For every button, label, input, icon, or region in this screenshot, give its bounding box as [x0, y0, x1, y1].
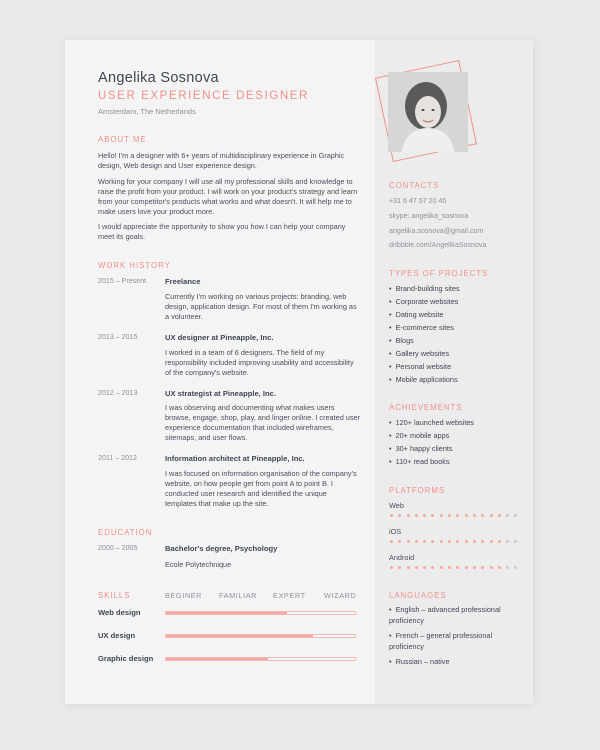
skill-bar-fill — [166, 612, 287, 614]
platforms-heading: PLATFORMS — [389, 486, 446, 495]
skill-bar — [165, 657, 356, 661]
platform-rating — [390, 566, 517, 569]
rating-dot — [398, 540, 401, 543]
rating-dot — [407, 514, 410, 517]
list-item: • 30+ happy clients — [389, 442, 474, 455]
rating-dot — [490, 566, 493, 569]
work-heading: WORK HISTORY — [98, 261, 171, 270]
rating-dot — [398, 514, 401, 517]
skill-level-label: WIZARD — [324, 591, 357, 600]
rating-dot — [415, 514, 418, 517]
rating-dot — [481, 514, 484, 517]
rating-dot — [514, 540, 517, 543]
rating-dot — [506, 566, 509, 569]
rating-dot — [506, 540, 509, 543]
job-title: Freelance — [165, 277, 201, 286]
resume-page — [65, 40, 533, 704]
list-item: • Gallery websites — [389, 347, 460, 360]
list-item: • Corporate websites — [389, 295, 460, 308]
list-item: • Brand-building sites — [389, 282, 460, 295]
list-item: • Personal website — [389, 360, 460, 373]
job-description: Currently I'm working on various projects: branding, web design, application design. For most of them I'm working as a volunteer. — [165, 292, 357, 321]
rating-dot — [498, 566, 501, 569]
rating-dot — [473, 566, 476, 569]
list-item: • E-commerce sites — [389, 321, 460, 334]
rating-dot — [415, 540, 418, 543]
rating-dot — [390, 566, 393, 569]
list-item: • 110+ read books — [389, 455, 474, 468]
rating-dot — [514, 566, 517, 569]
rating-dot — [448, 540, 451, 543]
rating-dot — [407, 540, 410, 543]
rating-dot — [407, 566, 410, 569]
job-description: I was observing and documenting what makes users browse, engage, shop, play, and linger online. I created user experience documentation that included wireframes, sitemaps, and user flows. — [165, 403, 360, 442]
rating-dot — [398, 566, 401, 569]
profile-photo-image — [388, 72, 468, 152]
skill-level-label: FAMILIAR — [219, 591, 258, 600]
about-paragraph-3: I would appreciate the opportunity to show you how I can help your company meet its goals. — [98, 222, 346, 241]
rating-dot — [465, 540, 468, 543]
job-title: Information architect at Pineapple, Inc. — [165, 454, 305, 463]
job-description: I worked in a team of 6 designers. The field of my responsibility included improving usability and accessibility of the company's website. — [165, 348, 354, 377]
education-heading: EDUCATION — [98, 528, 153, 537]
rating-dot — [465, 566, 468, 569]
rating-dot — [456, 514, 459, 517]
job-date: 2012 – 2013 — [98, 389, 138, 397]
rating-dot — [440, 566, 443, 569]
platform-name: Android — [389, 553, 415, 562]
rating-dot — [498, 514, 501, 517]
contact-email[interactable]: angelika.sosnova@gmail.com — [389, 227, 484, 235]
rating-dot — [431, 540, 434, 543]
rating-dot — [490, 540, 493, 543]
skill-level-label: BEGINER — [165, 591, 203, 600]
rating-dot — [490, 514, 493, 517]
platform-name: iOS — [389, 527, 402, 536]
list-item: • 20+ mobile apps — [389, 429, 474, 442]
education-date: 2000 – 2005 — [98, 544, 138, 552]
platform-rating — [390, 514, 517, 517]
skill-bar-fill — [166, 658, 268, 660]
rating-dot — [440, 540, 443, 543]
rating-dot — [448, 566, 451, 569]
languages-list — [389, 604, 525, 667]
rating-dot — [431, 514, 434, 517]
rating-dot — [390, 540, 393, 543]
about-paragraph-2: Working for your company I will use all my professional skills and knowledge to raise the profit from your product. I will work on your product's strategy and learn from your competitor's products what works and what doesn't. It will help me to make users love your product more. — [98, 177, 358, 216]
contact-skype[interactable]: skype: angelika_sosnova — [389, 212, 469, 220]
contacts-heading: CONTACTS — [389, 181, 440, 190]
rating-dot — [498, 540, 501, 543]
rating-dot — [514, 514, 517, 517]
rating-dot — [481, 540, 484, 543]
education-degree: Bachelor's degree, Psychology — [165, 544, 278, 553]
education-school: Ecole Polytechnique — [165, 560, 232, 569]
about-heading: ABOUT ME — [98, 135, 147, 144]
rating-dot — [423, 540, 426, 543]
achievements-heading: ACHIEVEMENTS — [389, 403, 463, 412]
skills-heading: SKILLS — [98, 591, 131, 600]
job-description: I was focused on information organisation of the company's website, on how people get from point A to point B. I conducted user research and identified the unique templates that make up the site. — [165, 469, 357, 508]
about-paragraph-1: Hello! I'm a designer with 6+ years of multidisciplinary experience in Graphic design, Web design and User experience design. — [98, 151, 345, 170]
rating-dot — [440, 514, 443, 517]
list-item: • English – advanced professional proficiency — [389, 604, 525, 626]
rating-dot — [465, 514, 468, 517]
list-item: • Russian – native — [389, 656, 525, 667]
achievements-list — [389, 416, 474, 468]
rating-dot — [506, 514, 509, 517]
skill-name: Graphic design — [98, 654, 154, 663]
languages-heading: LANGUAGES — [389, 591, 447, 600]
rating-dot — [481, 566, 484, 569]
rating-dot — [473, 540, 476, 543]
rating-dot — [473, 514, 476, 517]
job-title: USER EXPERIENCE DESIGNER — [98, 90, 309, 102]
person-name: Angelika Sosnova — [98, 70, 219, 86]
projects-heading: TYPES OF PROJECTS — [389, 269, 489, 278]
rating-dot — [415, 566, 418, 569]
rating-dot — [423, 514, 426, 517]
list-item: • 120+ launched websites — [389, 416, 474, 429]
platform-rating — [390, 540, 517, 543]
list-item: • Mobile applications — [389, 373, 460, 386]
rating-dot — [423, 566, 426, 569]
rating-dot — [431, 566, 434, 569]
skill-name: UX design — [98, 631, 136, 640]
rating-dot — [448, 514, 451, 517]
contact-dribbble[interactable]: dribbble.com/AngelikaSosnova — [389, 241, 487, 249]
list-item: • Blogs — [389, 334, 460, 347]
profile-photo — [388, 72, 468, 152]
location: Amsterdam, The Netherlands — [98, 107, 196, 116]
job-title: UX designer at Pineapple, Inc. — [165, 333, 274, 342]
rating-dot — [456, 540, 459, 543]
job-date: 2013 – 2015 — [98, 333, 138, 341]
projects-list — [389, 282, 460, 386]
rating-dot — [390, 514, 393, 517]
skill-name: Web design — [98, 608, 141, 617]
list-item: • Dating website — [389, 308, 460, 321]
list-item: • French – general professional proficiency — [389, 630, 525, 652]
platform-name: Web — [389, 501, 404, 510]
contact-phone[interactable]: +31 6 47 57 20 45 — [389, 197, 447, 205]
job-title: UX strategist at Pineapple, Inc. — [165, 389, 276, 398]
skill-bar-fill — [166, 635, 313, 637]
job-date: 2015 – Present — [98, 277, 147, 285]
skill-bar — [165, 634, 356, 638]
skill-bar — [165, 611, 356, 615]
rating-dot — [456, 566, 459, 569]
job-date: 2011 – 2012 — [98, 454, 137, 462]
skill-level-label: EXPERT — [273, 591, 306, 600]
